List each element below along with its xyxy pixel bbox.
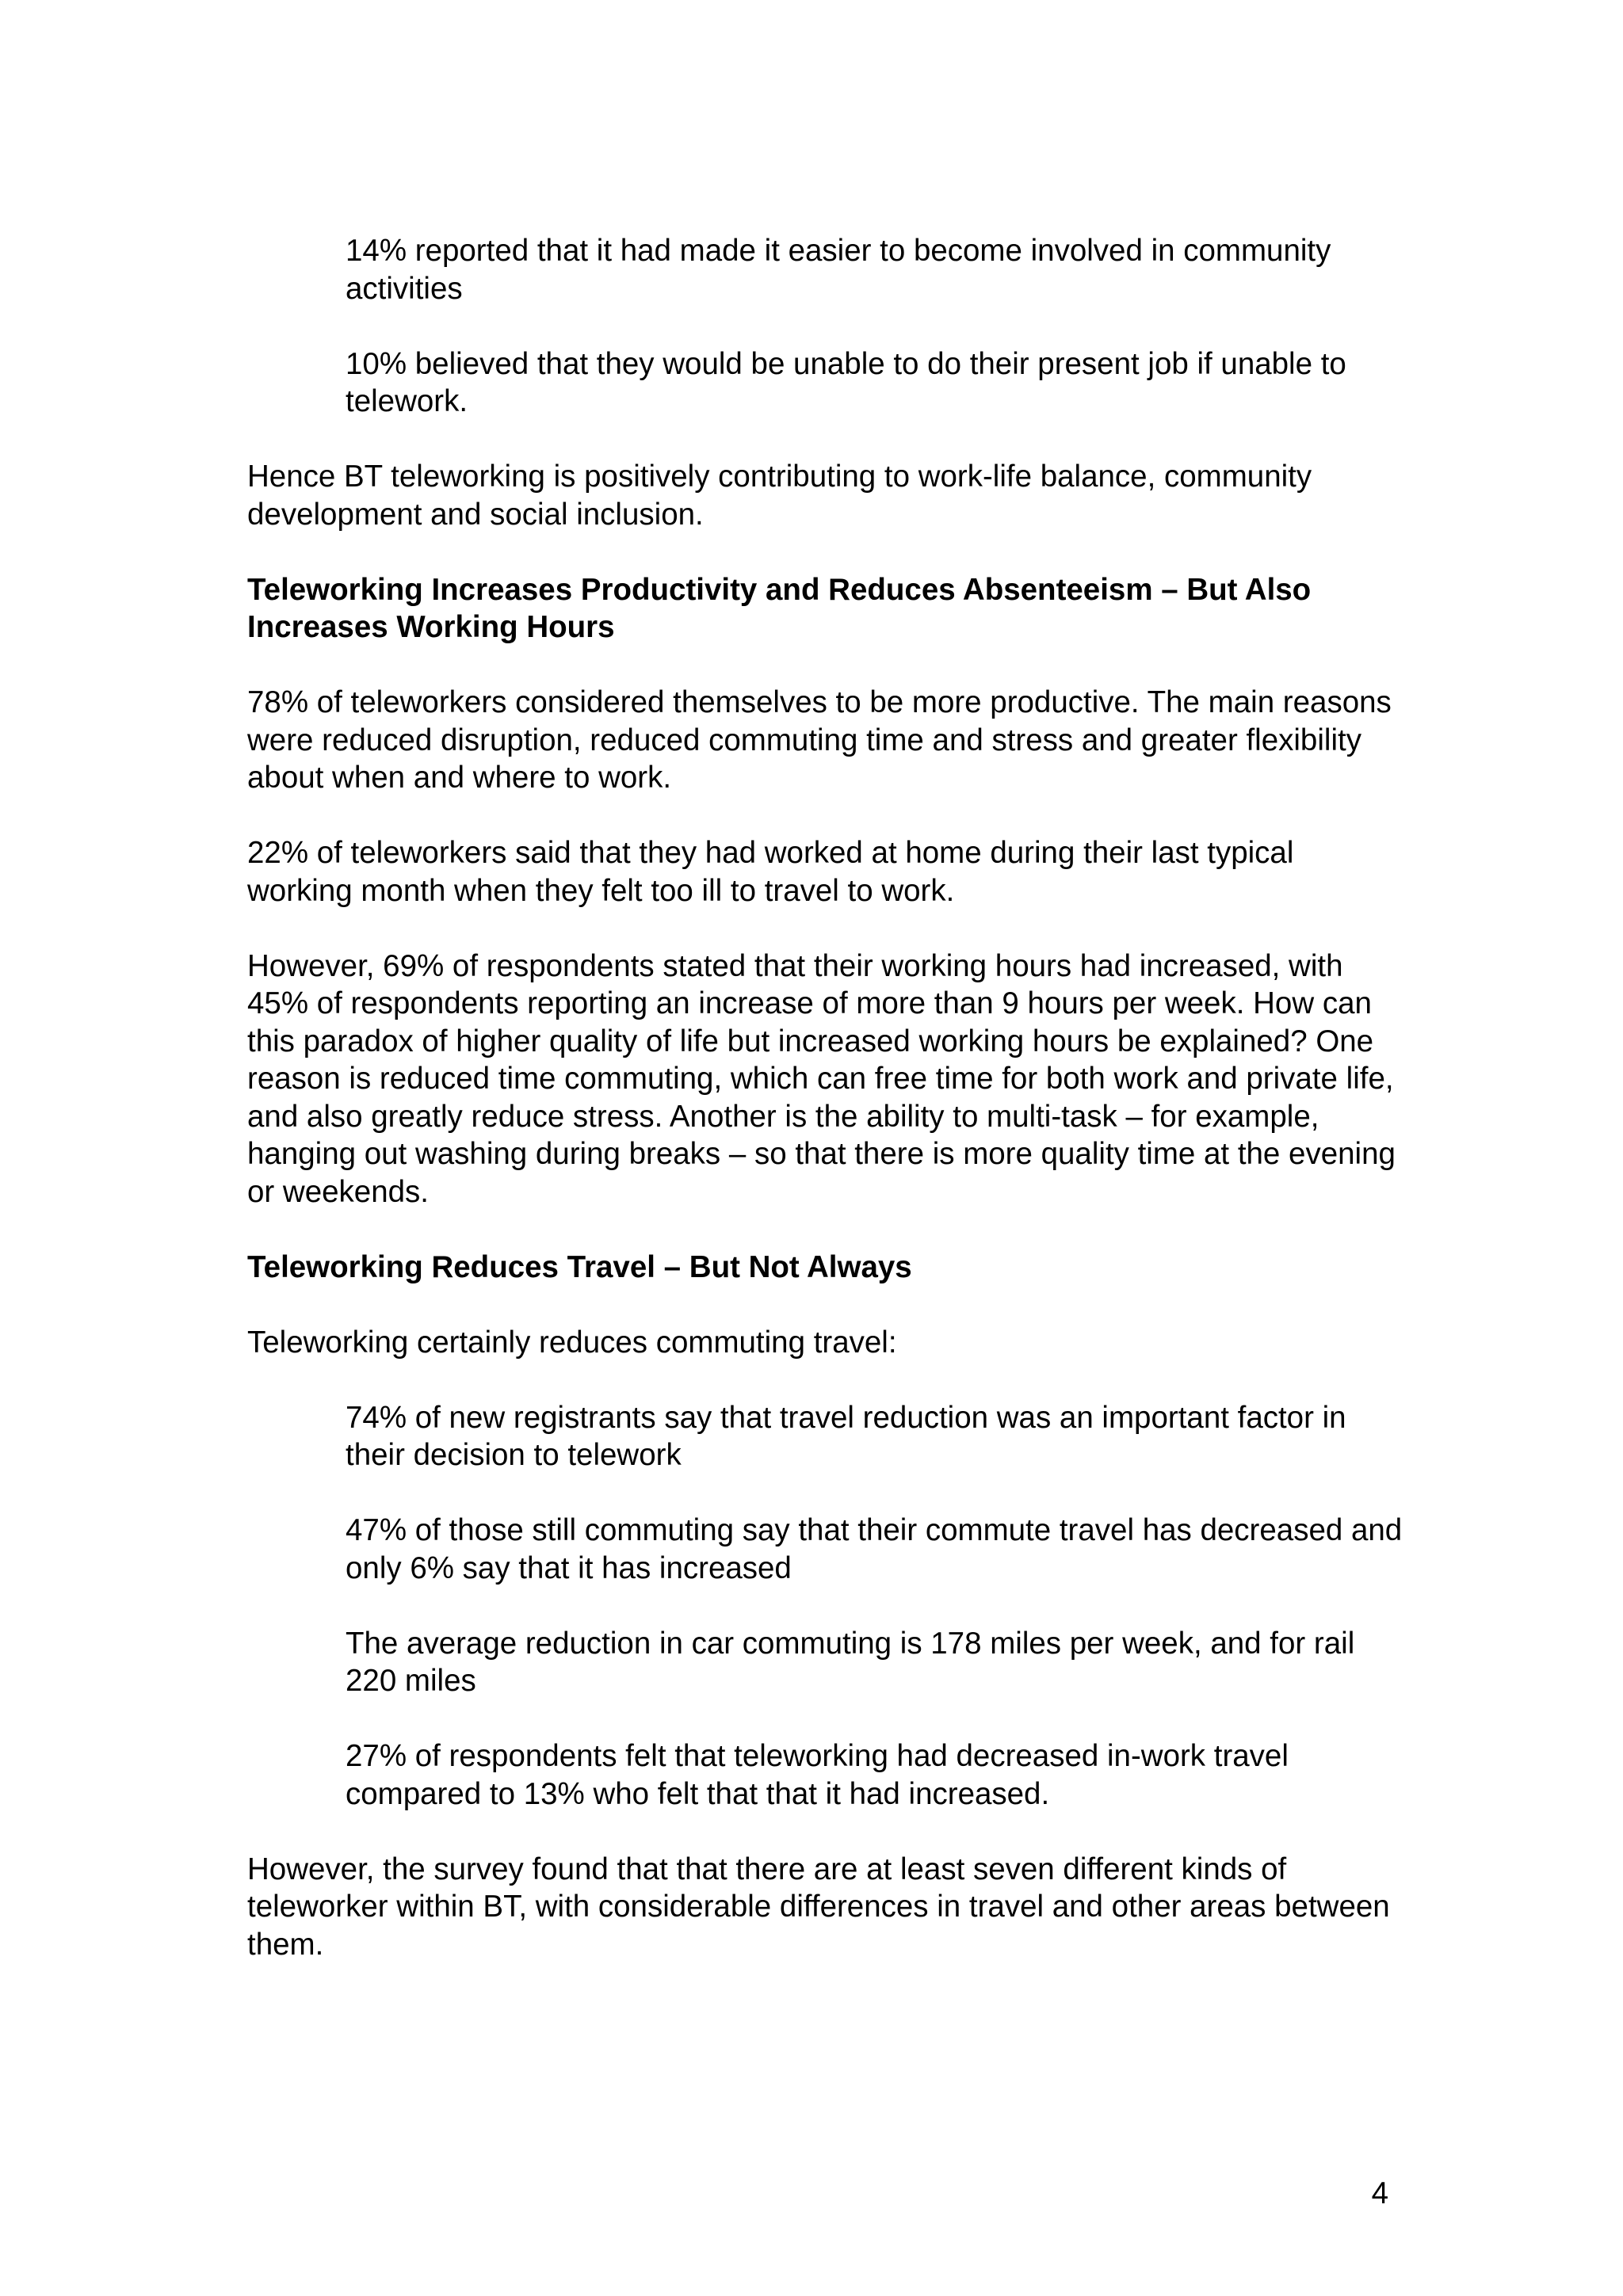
page-number: 4	[1371, 2176, 1388, 2210]
paragraph-work-life-balance: Hence BT teleworking is positively contributing to work-life balance, community development and social inclusion.	[247, 460, 1312, 532]
bullet-in-work-travel: 27% of respondents felt that teleworking had decreased in-work travel compared to 13% who felt that that it had increased.	[346, 1739, 1289, 1811]
paragraph-seven-kinds: However, the survey found that that there are at least seven different kinds of teleworker within BT, with considerable differences in travel and other areas between them.	[247, 1852, 1390, 1962]
bullet-still-commuting: 47% of those still commuting say that their commute travel has decreased and only 6% say that it has increased	[346, 1513, 1403, 1585]
paragraph-more-productive: 78% of teleworkers considered themselves to be more productive. The main reasons were reduced disruption, reduced commuting time and stress and greater flexibility about when and where to work.	[247, 685, 1392, 795]
heading-productivity: Teleworking Increases Productivity and Reduces Absenteeism – But Also Increases Working Hours	[247, 572, 1312, 644]
heading-travel: Teleworking Reduces Travel – But Not Always	[247, 1249, 912, 1284]
paragraph-commuting-intro: Teleworking certainly reduces commuting travel:	[247, 1325, 897, 1360]
bullet-new-registrants: 74% of new registrants say that travel reduction was an important factor in their decision to telework	[346, 1400, 1346, 1472]
bullet-average-reduction: The average reduction in car commuting is 178 miles per week, and for rail 220 miles	[346, 1626, 1355, 1698]
paragraph-working-hours: However, 69% of respondents stated that their working hours had increased, with 45% of respondents reporting an increase of more than 9 hours per week. How can this paradox of higher quality of life but increased working hours be explained? One reason is reduced time commuting, which can free time for both work and private life, and also greatly reduce stress. Another is the ability to multi-task – for example, hanging out washing during breaks – so that there is more quality time at the evening or weekends.	[247, 948, 1396, 1209]
bullet-community-activities: 14% reported that it had made it easier to become involved in community activities	[346, 234, 1331, 306]
paragraph-too-ill: 22% of teleworkers said that they had worked at home during their last typical working month when they felt too ill to travel to work.	[247, 836, 1294, 908]
page-content	[247, 232, 1404, 2001]
bullet-unable-present-job: 10% believed that they would be unable to do their present job if unable to telework.	[346, 346, 1346, 418]
